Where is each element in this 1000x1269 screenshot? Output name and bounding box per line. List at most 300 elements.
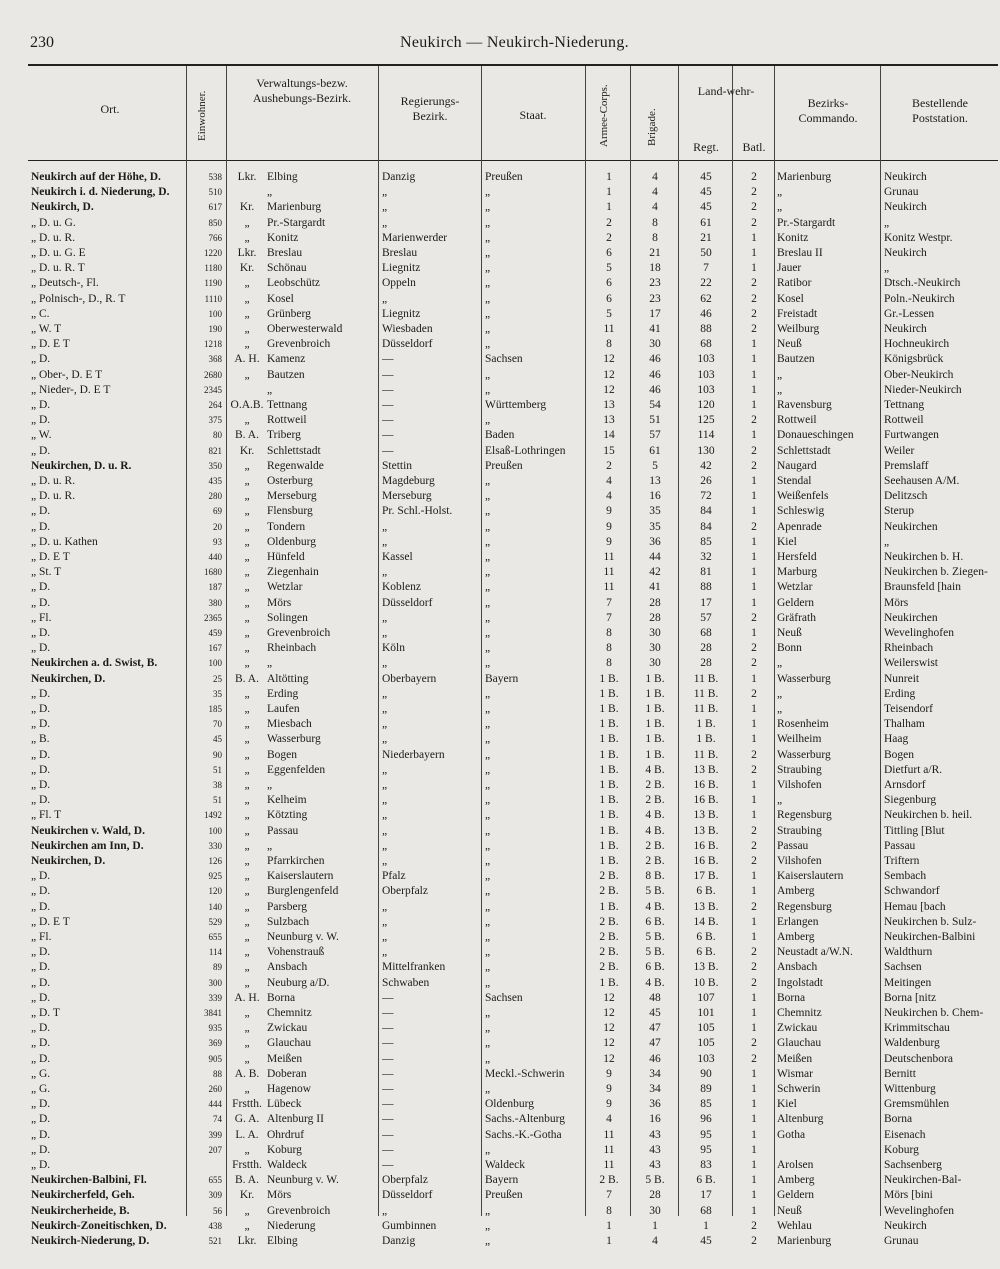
- regierung-cell: Pr. Schl.-Holst.: [382, 505, 453, 518]
- ort-cell: „ D.: [31, 642, 51, 655]
- kommando-cell: Konitz: [777, 231, 809, 244]
- table-row: [0, 580, 1000, 595]
- verwaltung-cell: „: [244, 855, 250, 867]
- regiment-cell: 13 B.: [693, 900, 719, 913]
- kommando-cell: Marburg: [777, 566, 818, 579]
- einwohner-cell: 3841: [204, 1008, 222, 1018]
- bataillon-cell: 1: [751, 1007, 757, 1019]
- kommando-cell: Arolsen: [777, 1159, 814, 1171]
- ort-cell: „ D.: [31, 703, 51, 715]
- brigade-cell: 8: [652, 231, 658, 244]
- staat-cell: „: [485, 262, 491, 275]
- regiment-cell: 85: [700, 1098, 712, 1111]
- regiment-cell: 88: [700, 323, 712, 335]
- header-ort: Ort.: [100, 102, 120, 116]
- bezirk-cell: „: [267, 839, 273, 852]
- staat-cell: Baden: [485, 429, 515, 442]
- verwaltung-cell: „: [244, 520, 250, 533]
- bezirk-cell: Mörs: [267, 596, 292, 609]
- table-row: [0, 1158, 1000, 1173]
- table-row: [0, 656, 1000, 671]
- table-row: [0, 960, 1000, 975]
- kommando-cell: Schwerin: [777, 1083, 821, 1095]
- regiment-cell: 6 B.: [696, 931, 716, 943]
- bataillon-cell: 2: [751, 855, 757, 867]
- poststation-cell: Grunau: [884, 186, 919, 199]
- kommando-cell: Marienburg: [777, 1235, 832, 1247]
- verwaltung-cell: „: [244, 475, 250, 487]
- verwaltung-cell: „: [244, 885, 250, 898]
- kommando-cell: Amberg: [777, 931, 815, 943]
- poststation-cell: Neukirchen b. Chem-: [884, 1007, 984, 1019]
- verwaltung-cell: „: [244, 718, 250, 731]
- brigade-cell: 43: [649, 1159, 661, 1171]
- poststation-cell: Königsbrück: [884, 353, 944, 366]
- bataillon-cell: 1: [751, 231, 757, 244]
- poststation-cell: Neukirchen b. heil.: [884, 809, 973, 822]
- table-row: [0, 1097, 1000, 1112]
- poststation-cell: Ober-Neukirch: [884, 368, 954, 381]
- bataillon-cell: 1: [751, 399, 757, 411]
- kommando-cell: Marienburg: [777, 171, 832, 183]
- staat-cell: „: [485, 490, 491, 503]
- poststation-cell: Schwandorf: [884, 885, 940, 898]
- einwohner-cell: 187: [208, 582, 222, 593]
- poststation-cell: Sachsenberg: [884, 1159, 942, 1171]
- ort-cell: Neukirch-Zoneitischken, D.: [31, 1219, 167, 1232]
- kommando-cell: Ratibor: [777, 277, 812, 290]
- brigade-cell: 16: [649, 1113, 661, 1126]
- regierung-cell: „: [382, 809, 388, 822]
- poststation-cell: Neukirchen b. Ziegen-: [884, 566, 988, 579]
- regierung-cell: Gumbinnen: [382, 1219, 437, 1232]
- bezirk-cell: Waldeck: [267, 1159, 307, 1171]
- poststation-cell: Meitingen: [884, 976, 932, 989]
- kommando-cell: Ravensburg: [777, 399, 832, 411]
- header-post: Bestellende Poststation.: [912, 96, 968, 125]
- verwaltung-cell: „: [244, 900, 250, 913]
- bataillon-cell: 2: [751, 946, 757, 959]
- table-row: [0, 1204, 1000, 1219]
- brigade-cell: 28: [649, 1189, 661, 1202]
- regiment-cell: 1: [703, 1219, 709, 1232]
- bezirk-cell: Hünfeld: [267, 551, 305, 563]
- verwaltung-cell: „: [244, 763, 250, 776]
- regierung-cell: „: [382, 733, 388, 746]
- bataillon-cell: 1: [751, 703, 757, 715]
- regiment-cell: 16 B.: [693, 794, 719, 807]
- ort-cell: Neukirchen-Balbini, Fl.: [31, 1174, 147, 1187]
- table-row: [0, 459, 1000, 474]
- brigade-cell: 1: [652, 1219, 658, 1232]
- staat-cell: „: [485, 961, 491, 974]
- brigade-cell: 30: [649, 1204, 661, 1217]
- einwohner-cell: 1190: [204, 278, 222, 289]
- table-row: [0, 216, 1000, 231]
- bataillon-cell: 1: [751, 1174, 757, 1187]
- brigade-cell: 43: [649, 1128, 661, 1141]
- kommando-cell: Zwickau: [777, 1022, 818, 1035]
- kommando-cell: Gräfrath: [777, 611, 816, 624]
- armeecorps-cell: 1 B.: [599, 900, 619, 913]
- regierung-cell: —: [382, 1083, 394, 1095]
- table-row: [0, 930, 1000, 945]
- poststation-cell: Haag: [884, 733, 909, 746]
- verwaltung-cell: Frstth.: [232, 1098, 262, 1111]
- ort-cell: „ D.: [31, 1113, 51, 1126]
- kommando-cell: Bonn: [777, 642, 802, 655]
- header-regt: Regt.: [693, 140, 719, 154]
- poststation-cell: Krimmitschau: [884, 1022, 950, 1035]
- einwohner-cell: 51: [213, 795, 222, 806]
- poststation-cell: Neukirch: [884, 201, 927, 214]
- bataillon-cell: 1: [751, 429, 757, 442]
- table-row: [0, 261, 1000, 276]
- table-row: [0, 231, 1000, 246]
- staat-cell: „: [485, 763, 491, 776]
- table-row: [0, 991, 1000, 1006]
- armeecorps-cell: 1 B.: [599, 748, 619, 761]
- regierung-cell: Koblenz: [382, 581, 421, 594]
- brigade-cell: 36: [649, 1098, 661, 1111]
- ort-cell: Neukirch-Niederung, D.: [31, 1235, 150, 1247]
- kommando-cell: Schlettstadt: [777, 444, 831, 457]
- armeecorps-cell: 2 B.: [599, 946, 619, 959]
- ort-cell: „ B.: [31, 733, 50, 746]
- armeecorps-cell: 15: [603, 444, 615, 457]
- regierung-cell: „: [382, 201, 388, 214]
- bataillon-cell: 2: [751, 961, 757, 974]
- armeecorps-cell: 5: [606, 307, 612, 320]
- table-row: [0, 611, 1000, 626]
- einwohner-cell: 80: [213, 430, 222, 441]
- armeecorps-cell: 14: [603, 429, 615, 442]
- verwaltung-cell: Kr.: [239, 201, 255, 214]
- regiment-cell: 84: [700, 505, 712, 518]
- brigade-cell: 2 B.: [645, 779, 665, 791]
- armeecorps-cell: 13: [603, 399, 615, 411]
- verwaltung-cell: „: [244, 338, 250, 351]
- ort-cell: „ C.: [31, 307, 50, 320]
- regiment-cell: 32: [700, 551, 712, 563]
- armeecorps-cell: 6: [606, 247, 612, 259]
- verwaltung-cell: „: [244, 1007, 250, 1019]
- staat-cell: Württemberg: [485, 399, 547, 411]
- regiment-cell: 89: [700, 1083, 712, 1095]
- kommando-cell: Vilshofen: [777, 855, 822, 867]
- table-row: [0, 732, 1000, 747]
- bataillon-cell: 2: [751, 307, 757, 320]
- regiment-cell: 57: [700, 611, 712, 624]
- einwohner-cell: 280: [208, 491, 222, 502]
- table-row: [0, 550, 1000, 565]
- regiment-cell: 16 B.: [693, 779, 719, 791]
- poststation-cell: Hochneukirch: [884, 338, 950, 351]
- verwaltung-cell: „: [244, 1219, 250, 1232]
- kommando-cell: Neuß: [777, 627, 802, 639]
- poststation-cell: Rottweil: [884, 414, 924, 427]
- einwohner-cell: 766: [208, 232, 222, 243]
- armeecorps-cell: 1: [606, 171, 612, 183]
- table-row: [0, 1067, 1000, 1082]
- bezirk-cell: Sulzbach: [267, 915, 310, 928]
- verwaltung-cell: O.A.B.: [230, 399, 264, 411]
- ort-cell: „ D.: [31, 505, 51, 518]
- bezirk-cell: Leobschütz: [267, 277, 321, 290]
- table-row: [0, 1052, 1000, 1067]
- brigade-cell: 47: [649, 1037, 661, 1050]
- verwaltung-cell: „: [244, 551, 250, 563]
- verwaltung-cell: „: [244, 627, 250, 639]
- staat-cell: „: [485, 475, 491, 487]
- bezirk-cell: Kötzting: [267, 809, 308, 822]
- armeecorps-cell: 11: [603, 551, 615, 563]
- kommando-cell: Vilshofen: [777, 779, 822, 791]
- ort-cell: „ D.: [31, 596, 51, 609]
- ort-cell: Neukirch, D.: [31, 201, 94, 214]
- regiment-cell: 21: [700, 231, 712, 244]
- bezirk-cell: Bogen: [267, 748, 298, 761]
- einwohner-cell: 339: [208, 992, 222, 1003]
- brigade-cell: 4 B.: [645, 976, 665, 989]
- poststation-cell: Waldthurn: [884, 946, 933, 959]
- brigade-cell: 4 B.: [645, 763, 665, 776]
- staat-cell: „: [485, 520, 491, 533]
- einwohner-cell: 350: [208, 460, 222, 471]
- bataillon-cell: 1: [751, 566, 757, 579]
- regiment-cell: 28: [700, 642, 712, 655]
- poststation-cell: Grunau: [884, 1235, 919, 1247]
- bataillon-cell: 2: [751, 201, 757, 214]
- einwohner-cell: 1218: [204, 339, 222, 350]
- ort-cell: Neukirchen am Inn, D.: [31, 839, 144, 852]
- regierung-cell: Düsseldorf: [382, 338, 433, 351]
- regierung-cell: Oppeln: [382, 277, 416, 290]
- poststation-cell: Eisenach: [884, 1128, 926, 1141]
- kommando-cell: Passau: [777, 839, 809, 852]
- poststation-cell: Bogen: [884, 748, 915, 761]
- verwaltung-cell: „: [244, 596, 250, 609]
- regiment-cell: 7: [703, 262, 709, 275]
- verwaltung-cell: „: [244, 961, 250, 974]
- bataillon-cell: 1: [751, 505, 757, 518]
- regiment-cell: 85: [700, 535, 712, 548]
- table-row: [0, 170, 1000, 185]
- regiment-cell: 107: [697, 991, 715, 1004]
- bezirk-cell: Tettnang: [267, 399, 308, 411]
- kommando-cell: Freistadt: [777, 307, 818, 320]
- staat-cell: „: [485, 687, 491, 700]
- bataillon-cell: 2: [751, 748, 757, 761]
- table-row: [0, 383, 1000, 398]
- poststation-cell: Neukirchen: [884, 520, 938, 533]
- table-row: [0, 854, 1000, 869]
- regiment-cell: 96: [700, 1113, 712, 1126]
- kommando-cell: Kiel: [777, 535, 797, 548]
- einwohner-cell: 38: [213, 780, 222, 790]
- ort-cell: „ D.: [31, 885, 51, 898]
- poststation-cell: Thalham: [884, 718, 925, 731]
- bezirk-cell: Burglengenfeld: [267, 885, 339, 898]
- regierung-cell: „: [382, 687, 388, 700]
- regiment-cell: 120: [697, 399, 715, 411]
- regierung-cell: „: [382, 520, 388, 533]
- ort-cell: „ D. u. R.: [31, 475, 76, 487]
- verwaltung-cell: „: [244, 414, 250, 427]
- staat-cell: Preußen: [485, 171, 523, 183]
- brigade-cell: 4 B.: [645, 809, 665, 822]
- bataillon-cell: 1: [751, 672, 757, 685]
- regierung-cell: „: [382, 186, 388, 199]
- brigade-cell: 30: [649, 657, 661, 670]
- brigade-cell: 1 B.: [645, 733, 665, 746]
- regiment-cell: 84: [700, 520, 712, 533]
- verwaltung-cell: „: [244, 611, 250, 624]
- bezirk-cell: Erding: [267, 687, 299, 700]
- brigade-cell: 44: [649, 551, 661, 563]
- bataillon-cell: 1: [751, 262, 757, 275]
- brigade-cell: 5 B.: [645, 885, 665, 898]
- kommando-cell: Wasserburg: [777, 672, 831, 685]
- regiment-cell: 103: [697, 353, 715, 366]
- bezirk-cell: Vohenstrauß: [267, 946, 325, 959]
- regierung-cell: —: [382, 1143, 394, 1156]
- bezirk-cell: Osterburg: [267, 475, 313, 487]
- armeecorps-cell: 12: [603, 991, 615, 1004]
- staat-cell: Sachs.-K.-Gotha: [485, 1128, 562, 1141]
- ort-cell: Neukirch i. d. Niederung, D.: [31, 186, 170, 199]
- armeecorps-cell: 2: [606, 459, 612, 472]
- kommando-cell: Ingolstadt: [777, 976, 823, 989]
- regierung-cell: Merseburg: [382, 490, 432, 503]
- table-row: [0, 185, 1000, 200]
- armeecorps-cell: 12: [603, 1022, 615, 1035]
- bezirk-cell: Schönau: [267, 262, 307, 275]
- kommando-cell: Kaiserslautern: [777, 870, 844, 883]
- bataillon-cell: 2: [751, 292, 757, 305]
- bezirk-cell: Pfarrkirchen: [267, 855, 325, 867]
- brigade-cell: 5 B.: [645, 1174, 665, 1187]
- ort-cell: „ Fl.: [31, 931, 52, 943]
- poststation-cell: Sembach: [884, 870, 927, 883]
- regierung-cell: Stettin: [382, 459, 413, 472]
- header-einwohner: Einwohner.: [196, 90, 208, 142]
- bezirk-cell: „: [267, 383, 273, 396]
- ort-cell: „ D.: [31, 1037, 51, 1050]
- bezirk-cell: Wasserburg: [267, 733, 321, 746]
- regierung-cell: Düsseldorf: [382, 596, 433, 609]
- staat-cell: „: [485, 779, 491, 791]
- verwaltung-cell: „: [244, 581, 250, 594]
- ort-cell: „ D. u. G.: [31, 216, 76, 229]
- kommando-cell: Chemnitz: [777, 1007, 822, 1019]
- staat-cell: „: [485, 216, 491, 229]
- ort-cell: „ D.: [31, 748, 51, 761]
- regiment-cell: 61: [700, 216, 712, 229]
- regierung-cell: Schwaben: [382, 976, 430, 989]
- einwohner-cell: 93: [213, 536, 222, 547]
- brigade-cell: 34: [649, 1083, 661, 1095]
- armeecorps-cell: 1: [606, 186, 612, 199]
- regierung-cell: „: [382, 931, 388, 943]
- regiment-cell: 95: [700, 1128, 712, 1141]
- staat-cell: „: [485, 535, 491, 548]
- poststation-cell: Konitz Westpr.: [884, 231, 953, 244]
- regierung-cell: „: [382, 794, 388, 807]
- ort-cell: „ D. E T: [31, 551, 70, 563]
- ort-cell: „ W. T: [31, 323, 62, 335]
- einwohner-cell: 375: [208, 415, 222, 426]
- poststation-cell: Borna: [884, 1113, 913, 1126]
- bataillon-cell: 2: [751, 186, 757, 199]
- armeecorps-cell: 1 B.: [599, 763, 619, 776]
- armeecorps-cell: 2 B.: [599, 870, 619, 883]
- bezirk-cell: Elbing: [267, 171, 298, 183]
- poststation-cell: Arnsdorf: [884, 779, 926, 791]
- bezirk-cell: Regenwalde: [267, 459, 324, 472]
- einwohner-cell: 35: [213, 688, 222, 699]
- bataillon-cell: 2: [751, 824, 757, 837]
- table-row: [0, 672, 1000, 687]
- verwaltung-cell: Frstth.: [232, 1159, 262, 1171]
- staat-cell: „: [485, 277, 491, 290]
- header-rule: [28, 160, 998, 161]
- bataillon-cell: 2: [751, 277, 757, 290]
- poststation-cell: Nieder-Neukirch: [884, 383, 962, 396]
- table-row: [0, 504, 1000, 519]
- kommando-cell: Straubing: [777, 763, 822, 776]
- table-row: [0, 398, 1000, 413]
- poststation-cell: Teisendorf: [884, 703, 934, 715]
- kommando-cell: Geldern: [777, 1189, 815, 1202]
- kommando-cell: Rottweil: [777, 414, 817, 427]
- table-row: [0, 626, 1000, 641]
- kommando-cell: Erlangen: [777, 915, 819, 928]
- header-kommando: Bezirks-Commando.: [798, 96, 858, 125]
- verwaltung-cell: „: [244, 915, 250, 928]
- staat-cell: „: [485, 733, 491, 746]
- armeecorps-cell: 1: [606, 201, 612, 214]
- armeecorps-cell: 8: [606, 338, 612, 351]
- header-verwaltung: Verwaltungs-bezw. Aushebungs-Bezirk.: [252, 76, 352, 105]
- poststation-cell: Weilerswist: [884, 657, 939, 670]
- armeecorps-cell: 12: [603, 1052, 615, 1065]
- einwohner-cell: 380: [208, 597, 222, 608]
- brigade-cell: 35: [649, 505, 661, 518]
- bataillon-cell: 1: [751, 383, 757, 396]
- bataillon-cell: 2: [751, 171, 757, 183]
- bataillon-cell: 1: [751, 1113, 757, 1126]
- verwaltung-cell: „: [244, 931, 250, 943]
- table-row: [0, 368, 1000, 383]
- staat-cell: „: [485, 1022, 491, 1035]
- kommando-cell: Amberg: [777, 885, 815, 898]
- brigade-cell: 18: [649, 262, 661, 275]
- einwohner-cell: 264: [208, 400, 222, 410]
- verwaltung-cell: „: [244, 566, 250, 579]
- regierung-cell: „: [382, 763, 388, 776]
- bezirk-cell: Tondern: [267, 520, 306, 533]
- staat-cell: „: [485, 323, 491, 335]
- brigade-cell: 13: [649, 475, 661, 487]
- armeecorps-cell: 12: [603, 1007, 615, 1019]
- brigade-cell: 41: [649, 581, 661, 594]
- verwaltung-cell: „: [244, 1143, 250, 1156]
- kommando-cell: Geldern: [777, 596, 815, 609]
- verwaltung-cell: „: [244, 870, 250, 883]
- kommando-cell: Apenrade: [777, 520, 822, 533]
- poststation-cell: Deutschenbora: [884, 1052, 953, 1065]
